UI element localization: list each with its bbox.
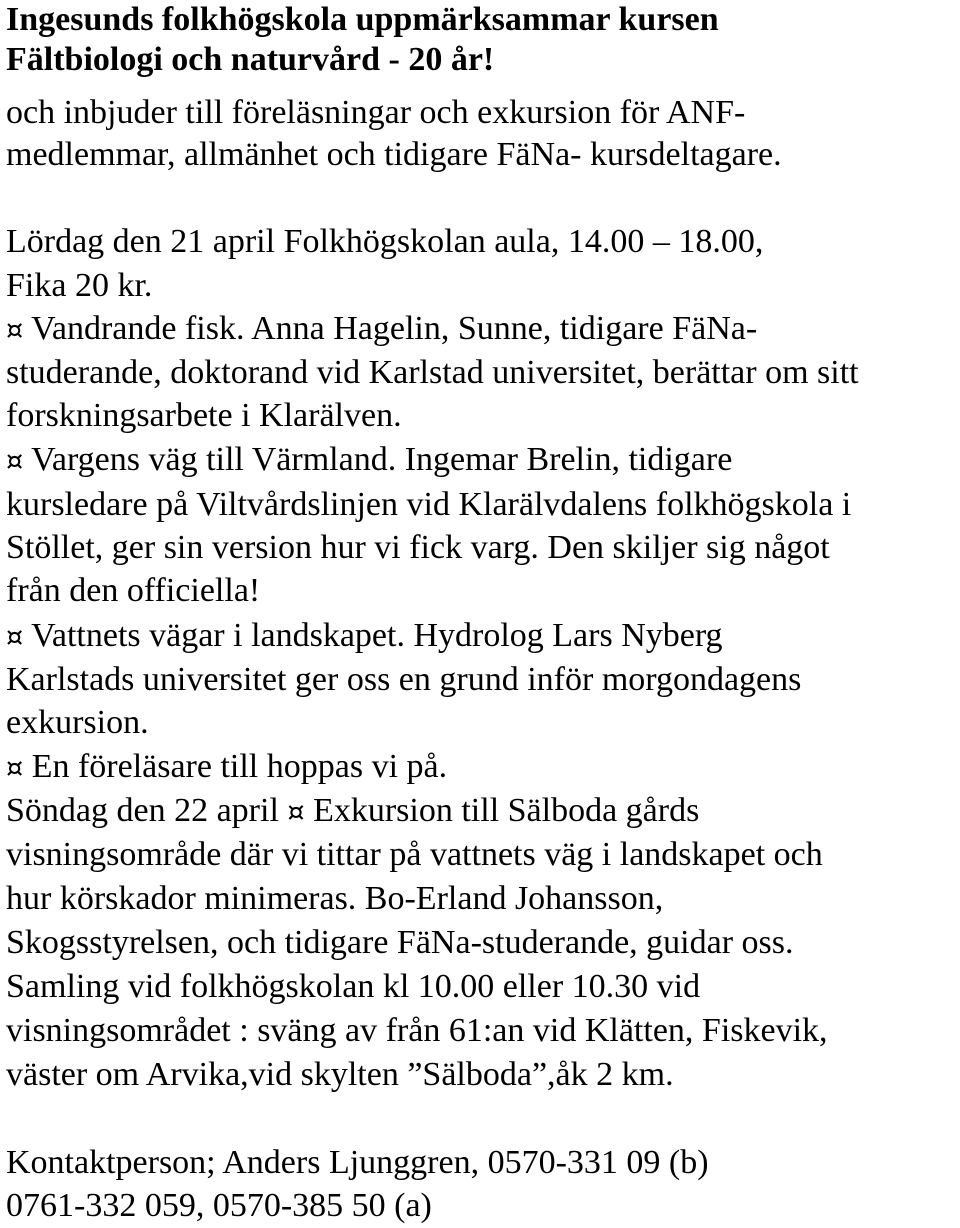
saturday-heading: Lördag den 21 april Folkhögskolan aula, 14.00 – 18.00, [6,223,764,260]
currency-bullet-icon: ¤ [6,446,24,477]
saturday-fika: Fika 20 kr. [6,267,153,304]
contact-line-2: 0761-332 059, 0570-385 50 (a) [6,1187,432,1224]
talk-3-line-3: exkursion. [6,704,149,741]
intro-line-2: medlemmar, allmänhet och tidigare FäNa- kursdeltagare. [6,136,782,173]
talk-1-line-3: forskningsarbete i Klarälven. [6,397,402,434]
sunday-line-4: Skogsstyrelsen, och tidigare FäNa-studerande, guidar oss. [6,924,794,961]
currency-bullet-icon: ¤ [6,622,24,653]
sunday-line-5: Samling vid folkhögskolan kl 10.00 eller 10.30 vid [6,968,701,1005]
intro-line-1: och inbjuder till föreläsningar och exkursion för ANF- [6,94,746,131]
talk-3-line-1 [6,616,723,658]
talk-4-line-1 [6,747,447,789]
title-line-2: Fältbiologi och naturvård - 20 år! [6,41,495,78]
sunday-text: Exkursion till Sälboda gårds [313,792,700,829]
sunday-line-3: hur körskador minimeras. Bo-Erland Johansson, [6,880,664,917]
talk-2-text: Vargens väg till Värmland. Ingemar Brelin, tidigare [31,441,733,478]
talk-2-line-3: Stöllet, ger sin version hur vi fick varg. Den skiljer sig något [6,529,830,566]
title-line-1: Ingesunds folkhögskola uppmärksammar kursen [6,1,719,38]
talk-1-text: Vandrande fisk. Anna Hagelin, Sunne, tidigare FäNa- [31,310,758,347]
talk-2-line-2: kursledare på Viltvårdslinjen vid Klarälvdalens folkhögskola i [6,486,852,523]
sunday-line-1 [6,791,699,833]
talk-3-line-2: Karlstads universitet ger oss en grund inför morgondagens [6,661,802,698]
talk-4-text: En föreläsare till hoppas vi på. [31,748,448,785]
talk-2-line-4: från den officiella! [6,572,261,609]
sunday-lead: Söndag den 22 april [6,792,279,829]
currency-bullet-icon: ¤ [6,753,24,784]
currency-bullet-icon: ¤ [287,797,305,828]
sunday-line-2: visningsområde där vi tittar på vattnets väg i landskapet och [6,836,823,873]
sunday-line-7: väster om Arvika,vid skylten ”Sälboda”,åk 2 km. [6,1056,674,1093]
talk-1-line-1 [6,309,757,351]
currency-bullet-icon: ¤ [6,315,24,346]
contact-line-1: Kontaktperson; Anders Ljunggren, 0570-331 09 (b) [6,1144,709,1181]
talk-3-text: Vattnets vägar i landskapet. Hydrolog Lars Nyberg [31,617,723,654]
talk-2-line-1 [6,440,732,482]
talk-1-line-2: studerande, doktorand vid Karlstad universitet, berättar om sitt [6,354,859,391]
sunday-line-6: visningsområdet : sväng av från 61:an vid Klätten, Fiskevik, [6,1012,828,1049]
